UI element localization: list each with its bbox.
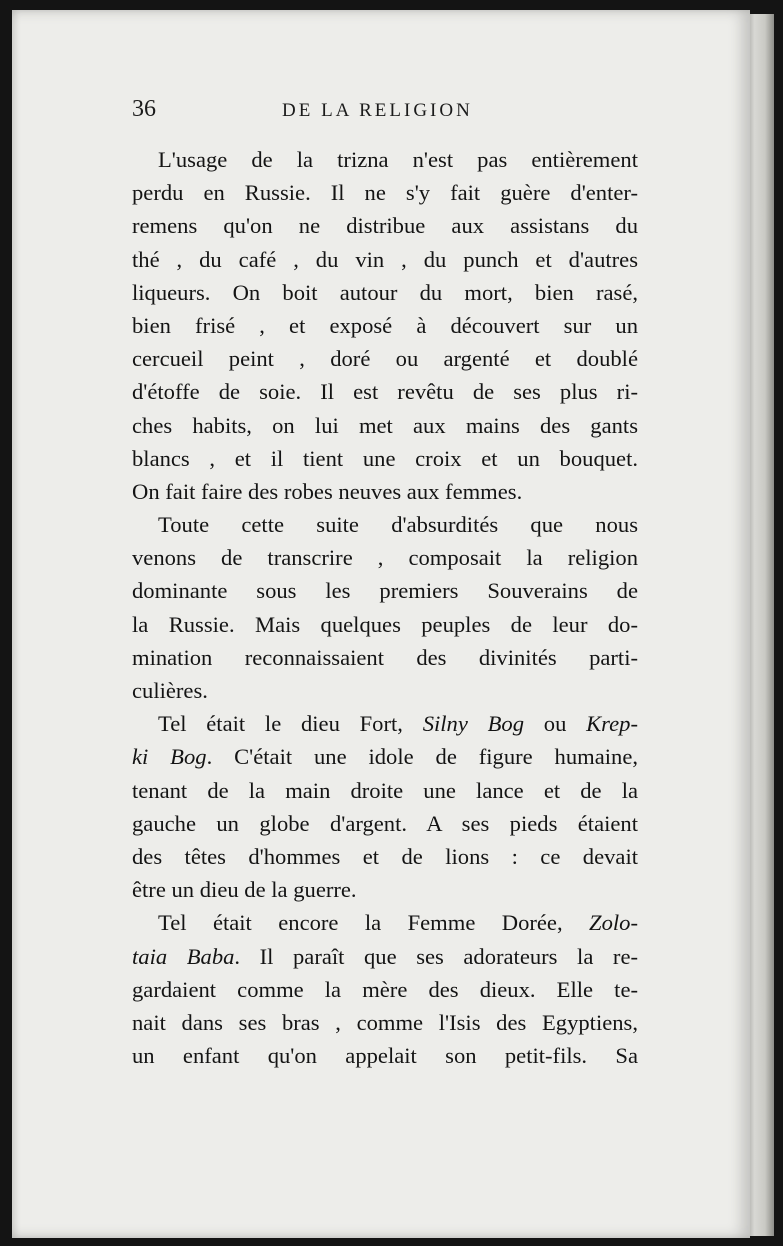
text-line: d'étoffe de soie. Il est revêtu de ses plus ri- — [132, 379, 638, 405]
text-line: gardaient comme la mère des dieux. Elle te- — [132, 976, 638, 1002]
italic-term: Krep- — [586, 711, 638, 737]
text-line: bien frisé , et exposé à découvert sur un — [132, 312, 638, 338]
text-line: thé , du café , du vin , du punch et d'autres — [132, 246, 638, 272]
text-run: Tel était encore la Femme Dorée, — [158, 910, 590, 936]
italic-term: taia Baba — [132, 943, 235, 969]
italic-term: Zolo- — [589, 910, 638, 936]
body-text — [132, 143, 638, 1072]
italic-term: Silny Bog — [422, 711, 525, 737]
text-line: Toute cette suite d'absurdités que nous — [158, 512, 638, 538]
text-line — [132, 940, 638, 973]
page-header — [132, 90, 642, 130]
text-line: ches habits, on lui met aux mains des gants — [132, 412, 638, 438]
running-title: DE LA RELIGION — [282, 100, 473, 121]
text-run: Tel était le dieu Fort, — [158, 711, 423, 737]
text-line: dominante sous les premiers Souverains de — [132, 578, 638, 604]
page-number: 36 — [132, 96, 156, 122]
text-line: un enfant qu'on appelait son petit-fils. Sa — [132, 1043, 638, 1069]
text-run: ou — [524, 711, 587, 737]
text-line: L'usage de la trizna n'est pas entièrement — [158, 147, 638, 172]
text-line: On fait faire des robes neuves aux femmes. — [132, 478, 523, 504]
text-line: perdu en Russie. Il ne s'y fait guère d'enter- — [132, 180, 638, 206]
text-line: venons de transcrire , composait la religion — [132, 545, 638, 571]
text-line — [132, 707, 638, 740]
text-line: nait dans ses bras , comme l'Isis des Egyptiens, — [132, 1009, 638, 1035]
text-run: . Il paraît que ses adorateurs la re- — [234, 943, 638, 969]
text-line: remens qu'on ne distribue aux assistans du — [132, 213, 638, 239]
text-line: mination reconnaissaient des divinités parti- — [132, 644, 638, 670]
text-line: culières. — [132, 678, 208, 703]
text-line: des têtes d'hommes et de lions : ce devait — [132, 843, 638, 869]
text-run: . C'était une idole de figure humaine, — [206, 744, 638, 770]
text-line: la Russie. Mais quelques peuples de leur do- — [132, 611, 638, 637]
italic-term: ki Bog — [132, 744, 207, 770]
text-line: liqueurs. On boit autour du mort, bien rasé, — [132, 279, 638, 305]
text-line: être un dieu de la guerre. — [132, 877, 357, 903]
text-line — [132, 740, 638, 773]
text-line — [132, 906, 638, 939]
text-line: tenant de la main droite une lance et de la — [132, 777, 638, 803]
text-line: blancs , et il tient une croix et un bouquet. — [132, 445, 638, 471]
text-line: gauche un globe d'argent. A ses pieds étaient — [132, 810, 638, 836]
text-line: cercueil peint , doré ou argenté et doublé — [132, 346, 638, 372]
